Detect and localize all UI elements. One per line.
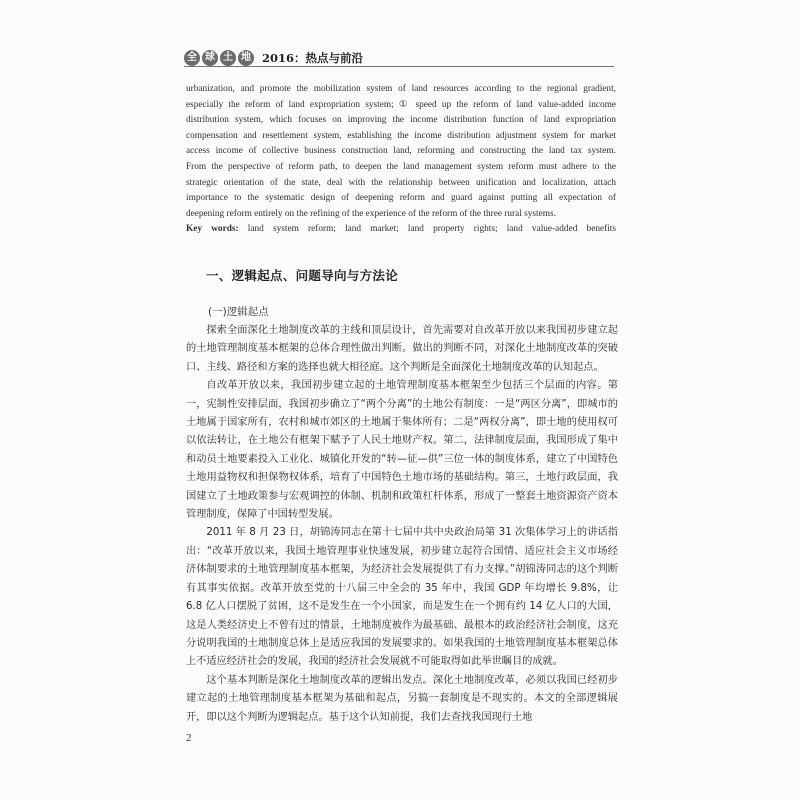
abstract-line: distribution system, which focuses on improving the income distribution function of land expropriation	[186, 115, 616, 126]
running-title: 2016：热点与前沿	[262, 51, 364, 65]
paragraph: 这个基本判断是深化土地制度改革的逻辑出发点。深化土地制度改革，必须以我国已经初步建立起的土地管理制度基本框架为基础和起点，另搞一套制度是不现实的。本文的全部逻辑展开，即以这个判断为逻辑起点。基于这个认知前提，我们去查找我国现行土地	[186, 674, 618, 723]
paragraph: 自改革开放以来，我国初步建立起的土地管理制度基本框架至少包括三个层面的内容。第一，宪制性安排层面，我国初步确立了“两个分离”的土地公有制度：一是“两区分离”，即城市的土地属于国家所有，农村和城市郊区的土地属于集体所有；二是“两权分离”，即土地的使用权可以依法转让，在土地公有框架下赋予了人民土地财产权。第二，法律制度层面，我国形成了集中和动员土地要素投入工业化、城镇化开发的“转—征—供”三位一体的制度体系，建立了中国特色土地用益物权和担保物权体系，培育了中国特色土地市场的基础结构。第三，土地行政层面，我国建立了土地政策参与宏观调控的体制、机制和政策杠杆体系，形成了一整套土地资源资产资本管理制度，保障了中国转型发展。	[186, 380, 618, 521]
paragraph: 2011 年 8 月 23 日，胡锦涛同志在第十七届中共中央政治局第 31 次集体学习上的讲话指出：“改革开放以来，我国土地管理事业快速发展，初步建立起符合国情、适应社会主义市场经济体制要求的土地管理制度基本框架，为经济社会发展提供了有力支撑。”胡锦涛同志的这个判断有其事实依据。改革开放至党的十八届三中全会的 35 年中，我国 GDP 年均增长 9.8%，让 6.8 亿人口摆脱了贫困，这不是发生在一个小国家，而是发生在一个拥有约 14 亿人口的大国，这是人类经济史上不曾有过的情景，土地制度被作为最基础、最根本的政治经济社会制度，这充分说明我国的土地制度总体上是适应我国的发展要求的。如果我国的土地管理制度基本框架总体上不适应经济社会的发展，我国的经济社会发展就不可能取得如此举世瞩目的成就。	[186, 527, 618, 668]
abstract-line: strategic orientation of the state, deal with the relationship between unification and localization, attach	[186, 177, 616, 188]
abstract-line: access income of collective business construction land, reforming and constructing the land tax system.	[186, 146, 616, 157]
english-abstract	[186, 82, 616, 238]
logo-char: 土	[220, 50, 236, 66]
logo-char: 地	[238, 50, 254, 66]
abstract-line: importance to the systematic design of deepening reform and guard against putting all expectation of	[186, 193, 616, 204]
running-header	[184, 48, 363, 68]
abstract-line: urbanization, and promote the mobilization system of land resources according to the regional gradient,	[186, 84, 616, 94]
subsection-heading: (一)逻辑起点	[208, 306, 269, 318]
series-logo	[184, 50, 254, 66]
abstract-line: deepening reform entirely on the refining of the experience of the reform of the three rural systems.	[186, 208, 556, 219]
abstract-line: especially the reform of land expropriation system; ① speed up the reform of land value-added income	[186, 99, 616, 110]
abstract-line: From the perspective of reform path, to deepen the land management system reform must adhere to the	[186, 161, 616, 172]
logo-char: 全	[184, 50, 200, 66]
abstract-line: compensation and resettlement system, establishing the income distribution adjustment system for market	[186, 130, 616, 141]
paragraph: 探索全面深化土地制度改革的主线和顶层设计，首先需要对自改革开放以来我国初步建立起的土地管理制度基本框架的总体合理性做出判断。做出的判断不同，对深化土地制度改革的突破口、主线、路径和方案的选择也就大相径庭。这个判断是全面深化土地制度改革的认知起点。	[186, 325, 618, 373]
body-text	[186, 322, 618, 727]
keywords-text: land system reform; land market; land property rights; land value-added benefits	[247, 224, 616, 235]
logo-char: 球	[202, 50, 218, 66]
keywords-label: Key words:	[186, 224, 239, 235]
section-heading: 一、逻辑起点、问题导向与方法论	[206, 268, 399, 283]
keywords	[186, 222, 616, 238]
page-number: 2	[186, 732, 192, 744]
header-divider	[184, 66, 614, 67]
